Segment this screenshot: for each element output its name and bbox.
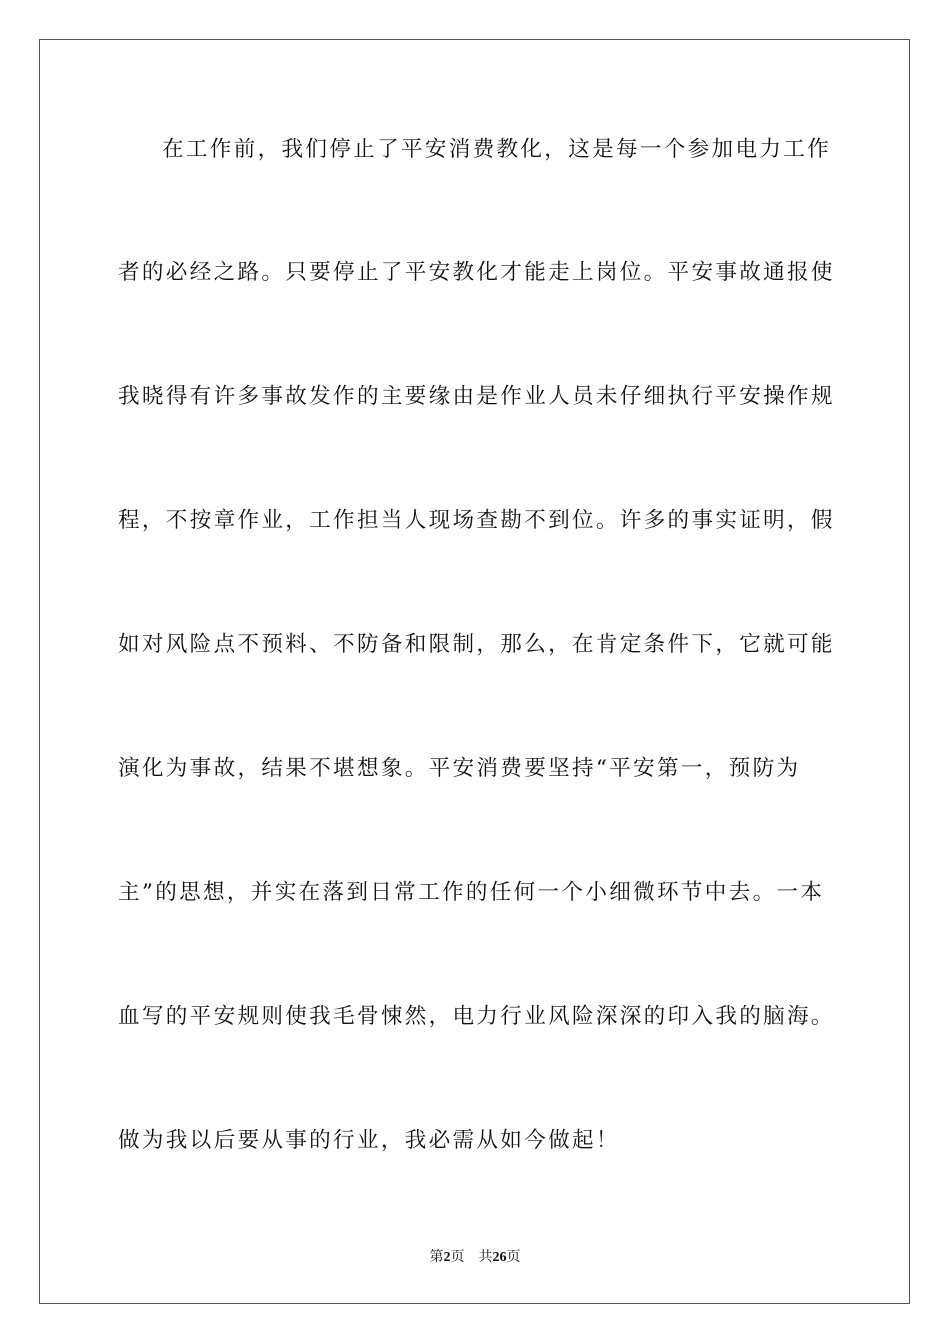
paragraph-line-8: 血写的平安规则使我毛骨悚然，电力行业风险深深的印入我的脑海。 [118,1004,835,1029]
paragraph-line-9: 做为我以后要从事的行业，我必需从如今做起！ [118,1128,620,1153]
paragraph-line-2: 者的必经之路。只要停止了平安教化才能走上岗位。平安事故通报使 [118,260,835,285]
page-suffix: 页 [450,1249,465,1265]
page-footer [0,1247,950,1268]
total-pages: 26 [492,1250,507,1265]
page-border [39,39,910,1304]
paragraph-line-4: 程，不按章作业，工作担当人现场查勘不到位。许多的事实证明，假 [118,508,835,533]
total-prefix: 共 [478,1249,493,1265]
page-number: 2 [443,1250,451,1265]
paragraph-line-6: 演化为事故，结果不堪想象。平安消费要坚持“平安第一，预防为 [118,756,801,781]
paragraph-line-5: 如对风险点不预料、不防备和限制，那么，在肯定条件下，它就可能 [118,632,835,657]
page-prefix: 第 [429,1249,444,1265]
total-suffix: 页 [506,1249,521,1265]
paragraph-line-1: 在工作前，我们停止了平安消费教化，这是每一个参加电力工作 [162,137,832,162]
paragraph-line-3: 我晓得有许多事故发作的主要缘由是作业人员未仔细执行平安操作规 [118,384,835,409]
paragraph-line-7: 主”的思想，并实在落到日常工作的任何一个小细微环节中去。一本 [118,880,825,905]
